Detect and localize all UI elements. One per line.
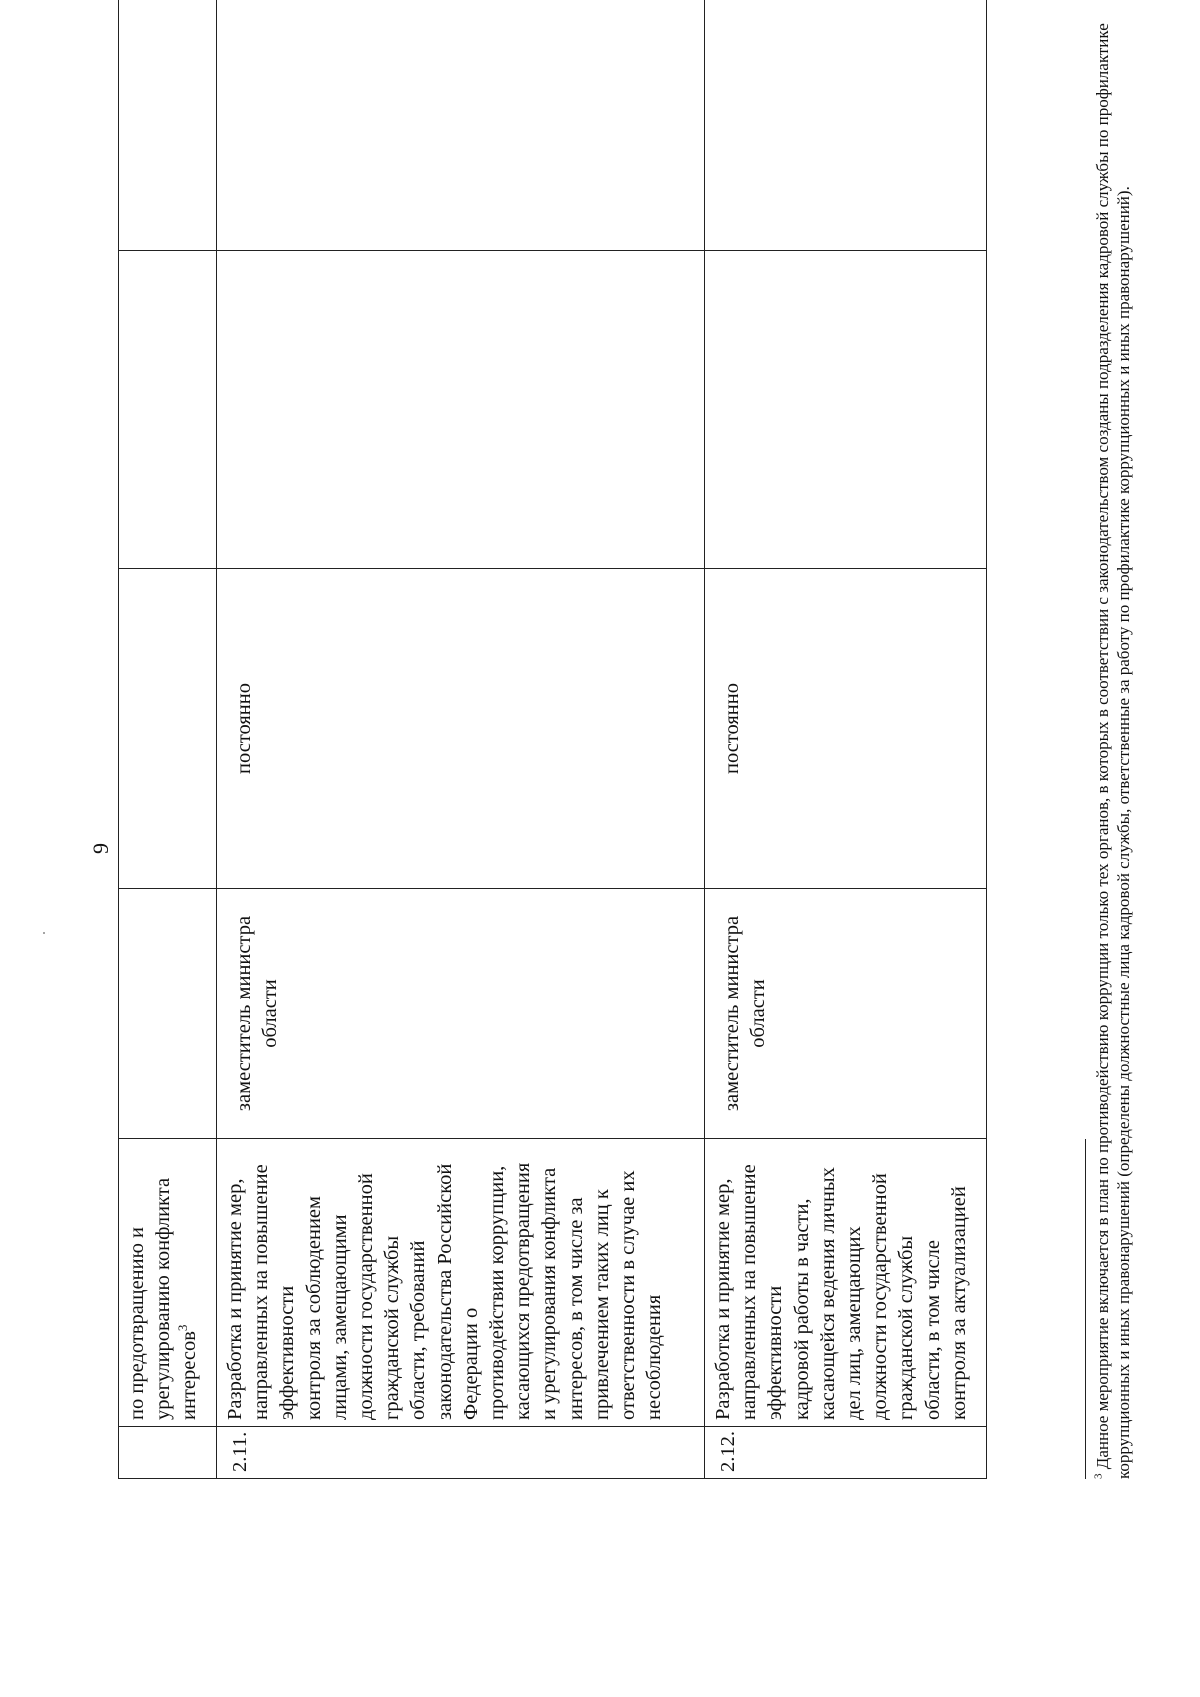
cell-responsible: заместитель министра области: [217, 889, 705, 1139]
cell-action: [119, 1139, 217, 1427]
footnote-separator: [1085, 1139, 1086, 1479]
table-row: [217, 0, 705, 1479]
footnote: [1093, 14, 1134, 1479]
cell-number: 2.12.: [705, 1427, 987, 1479]
cell-col6: [217, 0, 705, 251]
scan-speck: [43, 932, 45, 934]
cell-responsible: [119, 889, 217, 1139]
cell-number: 2.11.: [217, 1427, 705, 1479]
cell-col6: [119, 0, 217, 251]
table-row: [119, 0, 217, 1479]
table-row: [705, 0, 987, 1479]
cell-col5: [705, 251, 987, 569]
action-plan-table: [118, 0, 987, 1479]
cell-action: Разработка и принятие мер, направленных на повышение эффективности контроля за соблюдением лицами, замещающими должности государственной гражданской службы области, требований законодательства Российской Федерации о противодействии коррупции, касающихся предотвращения и урегулирования конфликта интересов, в том числе за привлечением таких лиц к ответственности в случае их несоблюдения: [217, 1139, 705, 1427]
cell-col6: [705, 0, 987, 251]
footnote-number: 3: [1092, 1473, 1105, 1479]
cell-action: Разработка и принятие мер, направленных на повышение эффективности кадровой работы в части, касающейся ведения личных дел лиц, замещающих должности государственной гражданской службы области, в том числе контроля за актуализацией: [705, 1139, 987, 1427]
cell-deadline: постоянно: [217, 569, 705, 889]
footnote-marker: 3: [175, 1324, 191, 1332]
action-text: по предотвращению и урегулированию конфликта интересов: [126, 1177, 201, 1420]
cell-col5: [119, 251, 217, 569]
page-number: 9: [88, 843, 113, 854]
cell-deadline: [119, 569, 217, 889]
cell-col5: [217, 251, 705, 569]
cell-responsible: заместитель министра области: [705, 889, 987, 1139]
footnote-text: Данное мероприятие включается в план по противодействию коррупции только тех органов, в которых в соответствии с законодательством созданы подразделения кадровой службы по профилактике коррупционных и иных правонарушений (определены должностные лица кадровой службы, ответственные за работу по профилактике коррупционных и иных правонарушений).: [1093, 23, 1133, 1479]
cell-deadline: постоянно: [705, 569, 987, 889]
cell-number: [119, 1427, 217, 1479]
